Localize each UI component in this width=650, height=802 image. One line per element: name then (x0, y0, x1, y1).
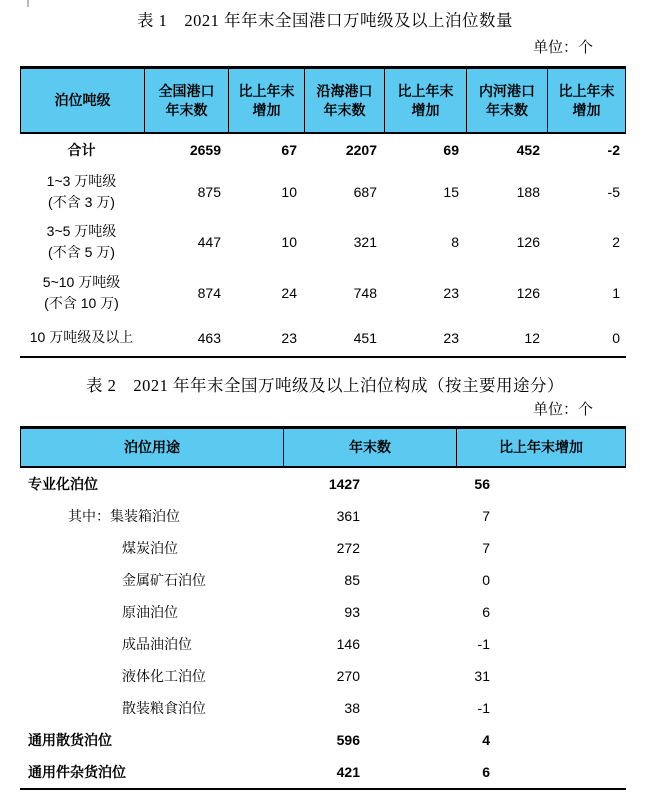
row-label-text: 合计 (67, 141, 96, 158)
row-label-text: 原油泊位 (122, 604, 178, 620)
row-label-text: 3~5 万吨级 (46, 223, 117, 239)
value-cell: 67 (281, 142, 297, 158)
table-row (20, 692, 626, 724)
value-cell: 7 (482, 540, 490, 556)
row-label-text: 通用散货泊位 (28, 732, 112, 748)
header-text: 比上年末 (238, 82, 295, 99)
value-cell: 361 (336, 508, 360, 524)
table2-header-row (20, 426, 626, 468)
row-label-text: 液体化工泊位 (122, 668, 206, 684)
value-cell: 748 (353, 285, 377, 301)
value-cell: 596 (336, 732, 360, 748)
value-cell: -5 (607, 183, 620, 200)
table-row (20, 166, 626, 217)
header-text: 比上年末 (558, 82, 615, 99)
header-text: 年末数 (349, 439, 391, 455)
header-text: 年末数 (486, 101, 528, 118)
value-cell: -2 (607, 142, 620, 158)
value-cell: 6 (482, 604, 490, 620)
row-label-text: (不含 10 万) (44, 295, 119, 311)
table-row (20, 628, 626, 660)
table-row (20, 267, 626, 319)
row-label (20, 692, 282, 724)
value-cell: -1 (477, 700, 490, 716)
header-text: 泊位用途 (124, 439, 180, 455)
header-text: 内河港口 (479, 82, 535, 99)
header-text: 增加 (411, 101, 440, 118)
row-label (20, 532, 282, 564)
value-cell: 126 (516, 285, 540, 301)
table-row (20, 596, 626, 628)
row-label-text: 5~10 万吨级 (42, 274, 121, 290)
table-row (20, 319, 626, 356)
header-text: 比上年末 (397, 82, 454, 99)
table-row (20, 134, 626, 166)
row-label (20, 134, 143, 166)
table1-column-header (547, 69, 625, 132)
table2-title: 表 2 2021 年年末全国万吨级及以上泊位构成（按主要用途分） (86, 376, 564, 395)
scan-artifact-mark (27, 0, 29, 7)
value-cell: 38 (344, 700, 360, 716)
row-label-text: 1~3 万吨级 (46, 172, 117, 189)
header-text: 沿海港口 (316, 82, 373, 99)
value-cell: 452 (516, 142, 540, 158)
value-cell: 451 (353, 329, 377, 346)
header-text: 年末数 (165, 101, 208, 118)
value-cell: 10 (281, 183, 297, 200)
row-label-text: (不含 3 万) (48, 193, 115, 210)
value-cell: 56 (474, 476, 490, 492)
value-cell: 447 (197, 234, 221, 250)
table2-body (20, 468, 626, 790)
table-row (20, 468, 626, 500)
table1-column-header (228, 69, 304, 132)
value-cell: 126 (516, 234, 540, 250)
value-cell: 2659 (189, 142, 221, 158)
value-cell: 0 (482, 572, 490, 588)
value-cell: 321 (353, 234, 377, 250)
value-cell: 8 (451, 234, 459, 250)
header-text: 比上年末增加 (499, 439, 583, 455)
table2-column-header (283, 429, 456, 466)
value-cell: 85 (344, 572, 360, 588)
value-cell: 2207 (345, 142, 377, 158)
table1-header-row (20, 66, 626, 134)
header-text: 年末数 (323, 101, 366, 118)
table2-column-header (456, 429, 625, 466)
table1-column-header (466, 69, 547, 132)
value-cell: 24 (281, 285, 297, 301)
table-row (20, 564, 626, 596)
value-cell: -1 (477, 636, 490, 652)
table-row (20, 660, 626, 692)
table-row (20, 500, 626, 532)
value-cell: 2 (612, 234, 620, 250)
value-cell: 188 (516, 183, 540, 200)
value-cell: 687 (353, 183, 377, 200)
table-row (20, 756, 626, 788)
value-cell: 93 (344, 604, 360, 620)
row-label (20, 217, 143, 267)
row-label-text: 通用件杂货泊位 (28, 764, 126, 780)
row-label (20, 596, 282, 628)
value-cell: 874 (197, 285, 221, 301)
row-label (20, 468, 282, 500)
row-label-text: 专业化泊位 (28, 476, 98, 492)
row-label (20, 564, 282, 596)
row-label-text: 煤炭泊位 (122, 540, 178, 556)
row-label-text: 成品油泊位 (122, 636, 192, 652)
row-label (20, 660, 282, 692)
row-label-text: 散装粮食泊位 (122, 700, 206, 716)
row-label-prefix: 其中： (68, 508, 110, 524)
table1-column-header (21, 69, 144, 132)
header-text: 增加 (252, 101, 281, 118)
table2-unit-label: 单位：个 (532, 402, 593, 418)
row-label-text: 集装箱泊位 (110, 508, 180, 524)
value-cell: 7 (482, 508, 490, 524)
table-row (20, 724, 626, 756)
row-label (20, 500, 282, 532)
value-cell: 146 (336, 636, 360, 652)
value-cell: 6 (482, 764, 490, 780)
value-cell: 23 (443, 285, 459, 301)
value-cell: 10 (281, 234, 297, 250)
value-cell: 4 (482, 732, 490, 748)
table1-column-header (144, 69, 228, 132)
table-row (20, 217, 626, 267)
header-text: 泊位吨级 (54, 92, 111, 108)
value-cell: 12 (524, 329, 540, 346)
header-text: 全国港口 (158, 82, 215, 99)
row-label-text: 金属矿石泊位 (122, 572, 206, 588)
table1-body (20, 134, 626, 358)
value-cell: 272 (336, 540, 360, 556)
row-label-text: 10 万吨级及以上 (29, 329, 134, 345)
row-label (20, 319, 143, 356)
row-label (20, 166, 143, 217)
row-label (20, 724, 282, 756)
table-row (20, 532, 626, 564)
row-label (20, 628, 282, 660)
table1-title: 表 1 2021 年年末全国港口万吨级及以上泊位数量 (137, 11, 513, 30)
value-cell: 23 (281, 329, 297, 346)
table2-column-header (21, 429, 283, 466)
value-cell: 15 (443, 183, 459, 200)
row-label-text: (不含 5 万) (48, 244, 115, 260)
value-cell: 875 (197, 183, 221, 200)
table1-column-header (384, 69, 466, 132)
table1-column-header (304, 69, 384, 132)
header-text: 增加 (572, 101, 601, 118)
value-cell: 1427 (328, 476, 360, 492)
value-cell: 421 (336, 764, 360, 780)
table1-unit-label: 单位：个 (532, 40, 593, 56)
value-cell: 270 (336, 668, 360, 684)
value-cell: 31 (474, 668, 490, 684)
value-cell: 463 (197, 329, 221, 346)
value-cell: 69 (443, 142, 459, 158)
value-cell: 23 (443, 329, 459, 346)
value-cell: 0 (612, 329, 620, 346)
row-label (20, 756, 282, 788)
row-label (20, 267, 143, 319)
value-cell: 1 (612, 285, 620, 301)
